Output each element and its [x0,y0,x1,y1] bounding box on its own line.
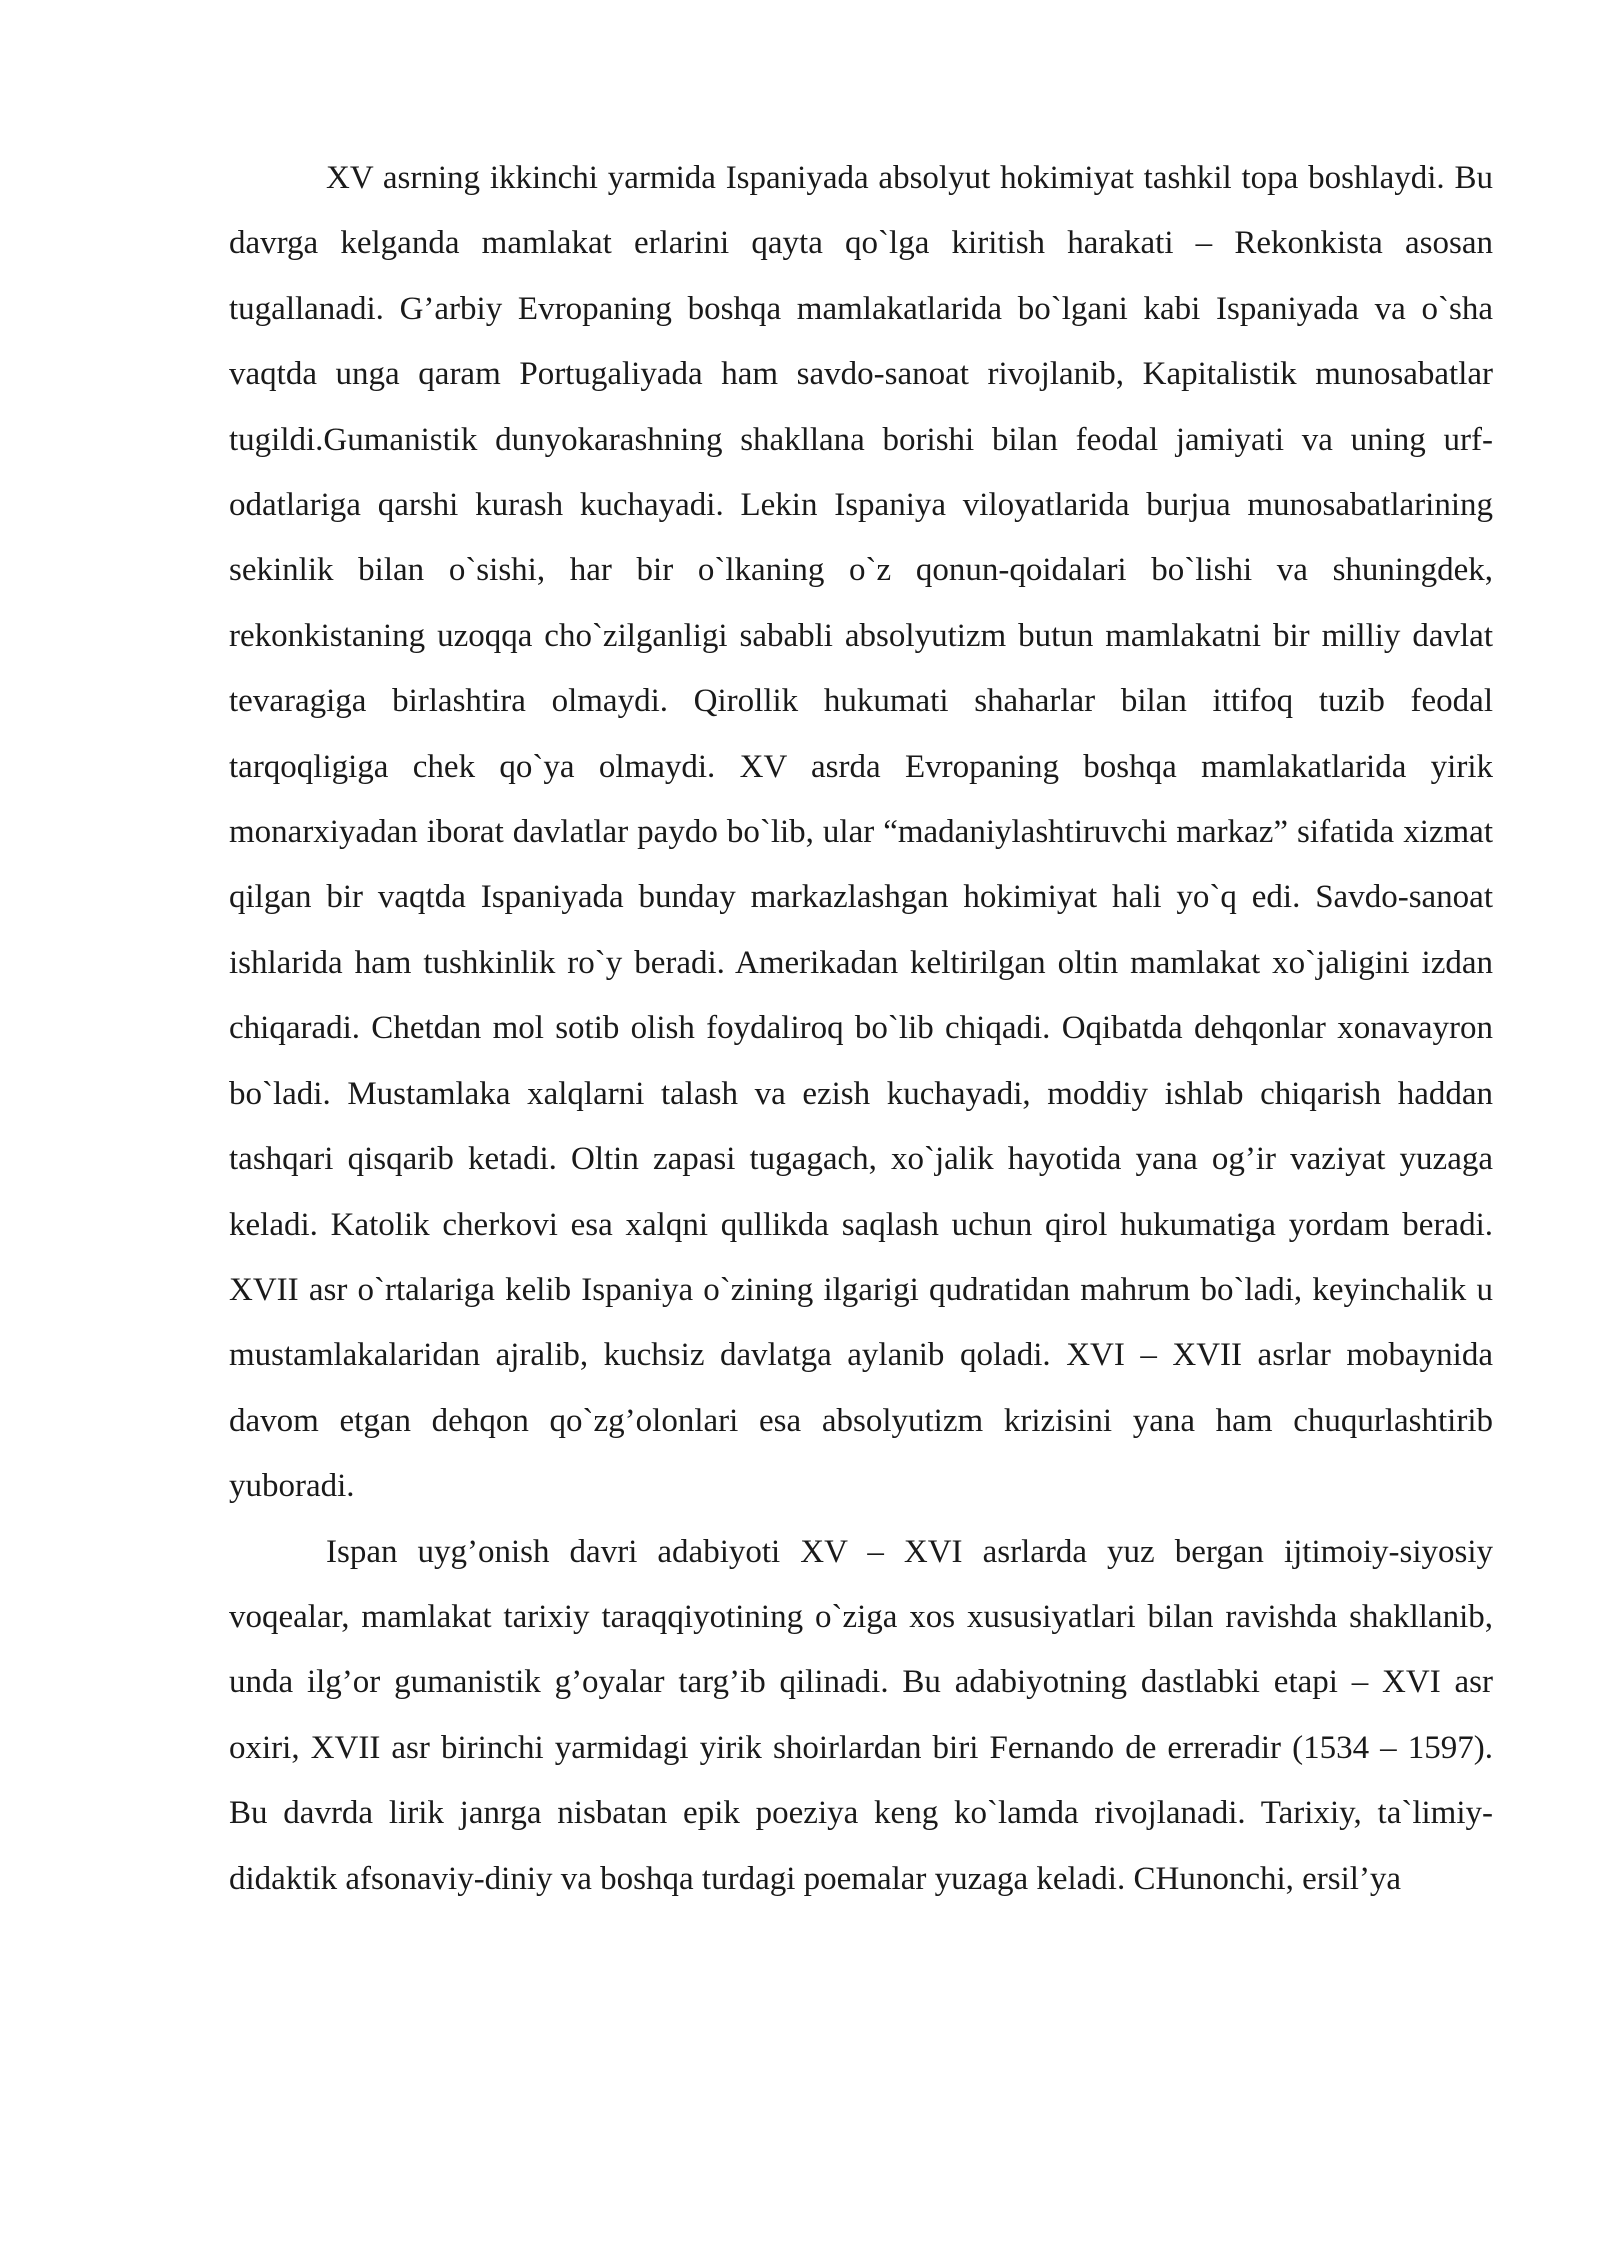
body-paragraph-1: XV asrning ikkinchi yarmida Ispaniyada absolyut hokimiyat tashkil topa boshlaydi. Bu davrga kelganda mamlakat erlarini qayta qo`lga kiritish harakati – Rekonkista asosan tugallanadi. G’arbiy Evropaning boshqa mamlakatlarida bo`lgani kabi Ispaniyada va o`sha vaqtda unga qaram Portugaliyada ham savdo-sanoat rivojlanib, Kapitalistik munosabatlar tugildi.Gumanistik dunyokarashning shakllana borishi bilan feodal jamiyati va uning urf-odatlariga qarshi kurash kuchayadi. Lekin Ispaniya viloyatlarida burjua munosabatlarining sekinlik bilan o`sishi, har bir o`lkaning o`z qonun-qoidalari bo`lishi va shuningdek, rekonkistaning uzoqqa cho`zilganligi sababli absolyutizm butun mamlakatni bir milliy davlat tevaragiga birlashtira olmaydi. Qirollik hukumati shaharlar bilan ittifoq tuzib feodal tarqoqligiga chek qo`ya olmaydi. XV asrda Evropaning boshqa mamlakatlarida yirik monarxiyadan iborat davlatlar paydo bo`lib, ular “madaniylashtiruvchi markaz” sifatida xizmat qilgan bir vaqtda Ispaniyada bunday markazlashgan hokimiyat hali yo`q edi. Savdo-sanoat ishlarida ham tushkinlik ro`y beradi. Amerikadan keltirilgan oltin mamlakat xo`jaligini izdan chiqaradi. Chetdan mol sotib olish foydaliroq bo`lib chiqadi. Oqibatda dehqonlar xonavayron bo`ladi. Mustamlaka xalqlarni talash va ezish kuchayadi, moddiy ishlab chiqarish haddan tashqari qisqarib ketadi. Oltin zapasi tugagach, xo`jalik hayotida yana og’ir vaziyat yuzaga keladi. Katolik cherkovi esa xalqni qullikda saqlash uchun qirol hukumatiga yordam beradi. XVII asr o`rtalariga kelib Ispaniya o`zining ilgarigi qudratidan mahrum bo`ladi, keyinchalik u mustamlakalaridan ajralib, kuchsiz davlatga aylanib qoladi. XVI – XVII asrlar mobaynida davom etgan dehqon qo`zg’olonlari esa absolyutizm krizisini yana ham chuqurlashtirib yuboradi. [229,160,1493,1505]
body-paragraph-2: Ispan uyg’onish davri adabiyoti XV – XVI asrlarda yuz bergan ijtimoiy-siyosiy voqealar, mamlakat tarixiy taraqqiyotining o`ziga xos xususiyatlari bilan ravishda shakllanib, unda ilg’or gumanistik g’oyalar targ’ib qilinadi. Bu adabiyotning dastlabki etapi – XVI asr oxiri, XVII asr birinchi yarmidagi yirik shoirlardan biri Fernando de erreradir (1534 – 1597). Bu davrda lirik janrga nisbatan epik poeziya keng ko`lamda rivojlanadi. Tarixiy, ta`limiy-didaktik afsonaviy-diniy va boshqa turdagi poemalar yuzaga keladi. CHunonchi, ersil’ya [229,1533,1493,1897]
document-page [229,146,1493,1912]
